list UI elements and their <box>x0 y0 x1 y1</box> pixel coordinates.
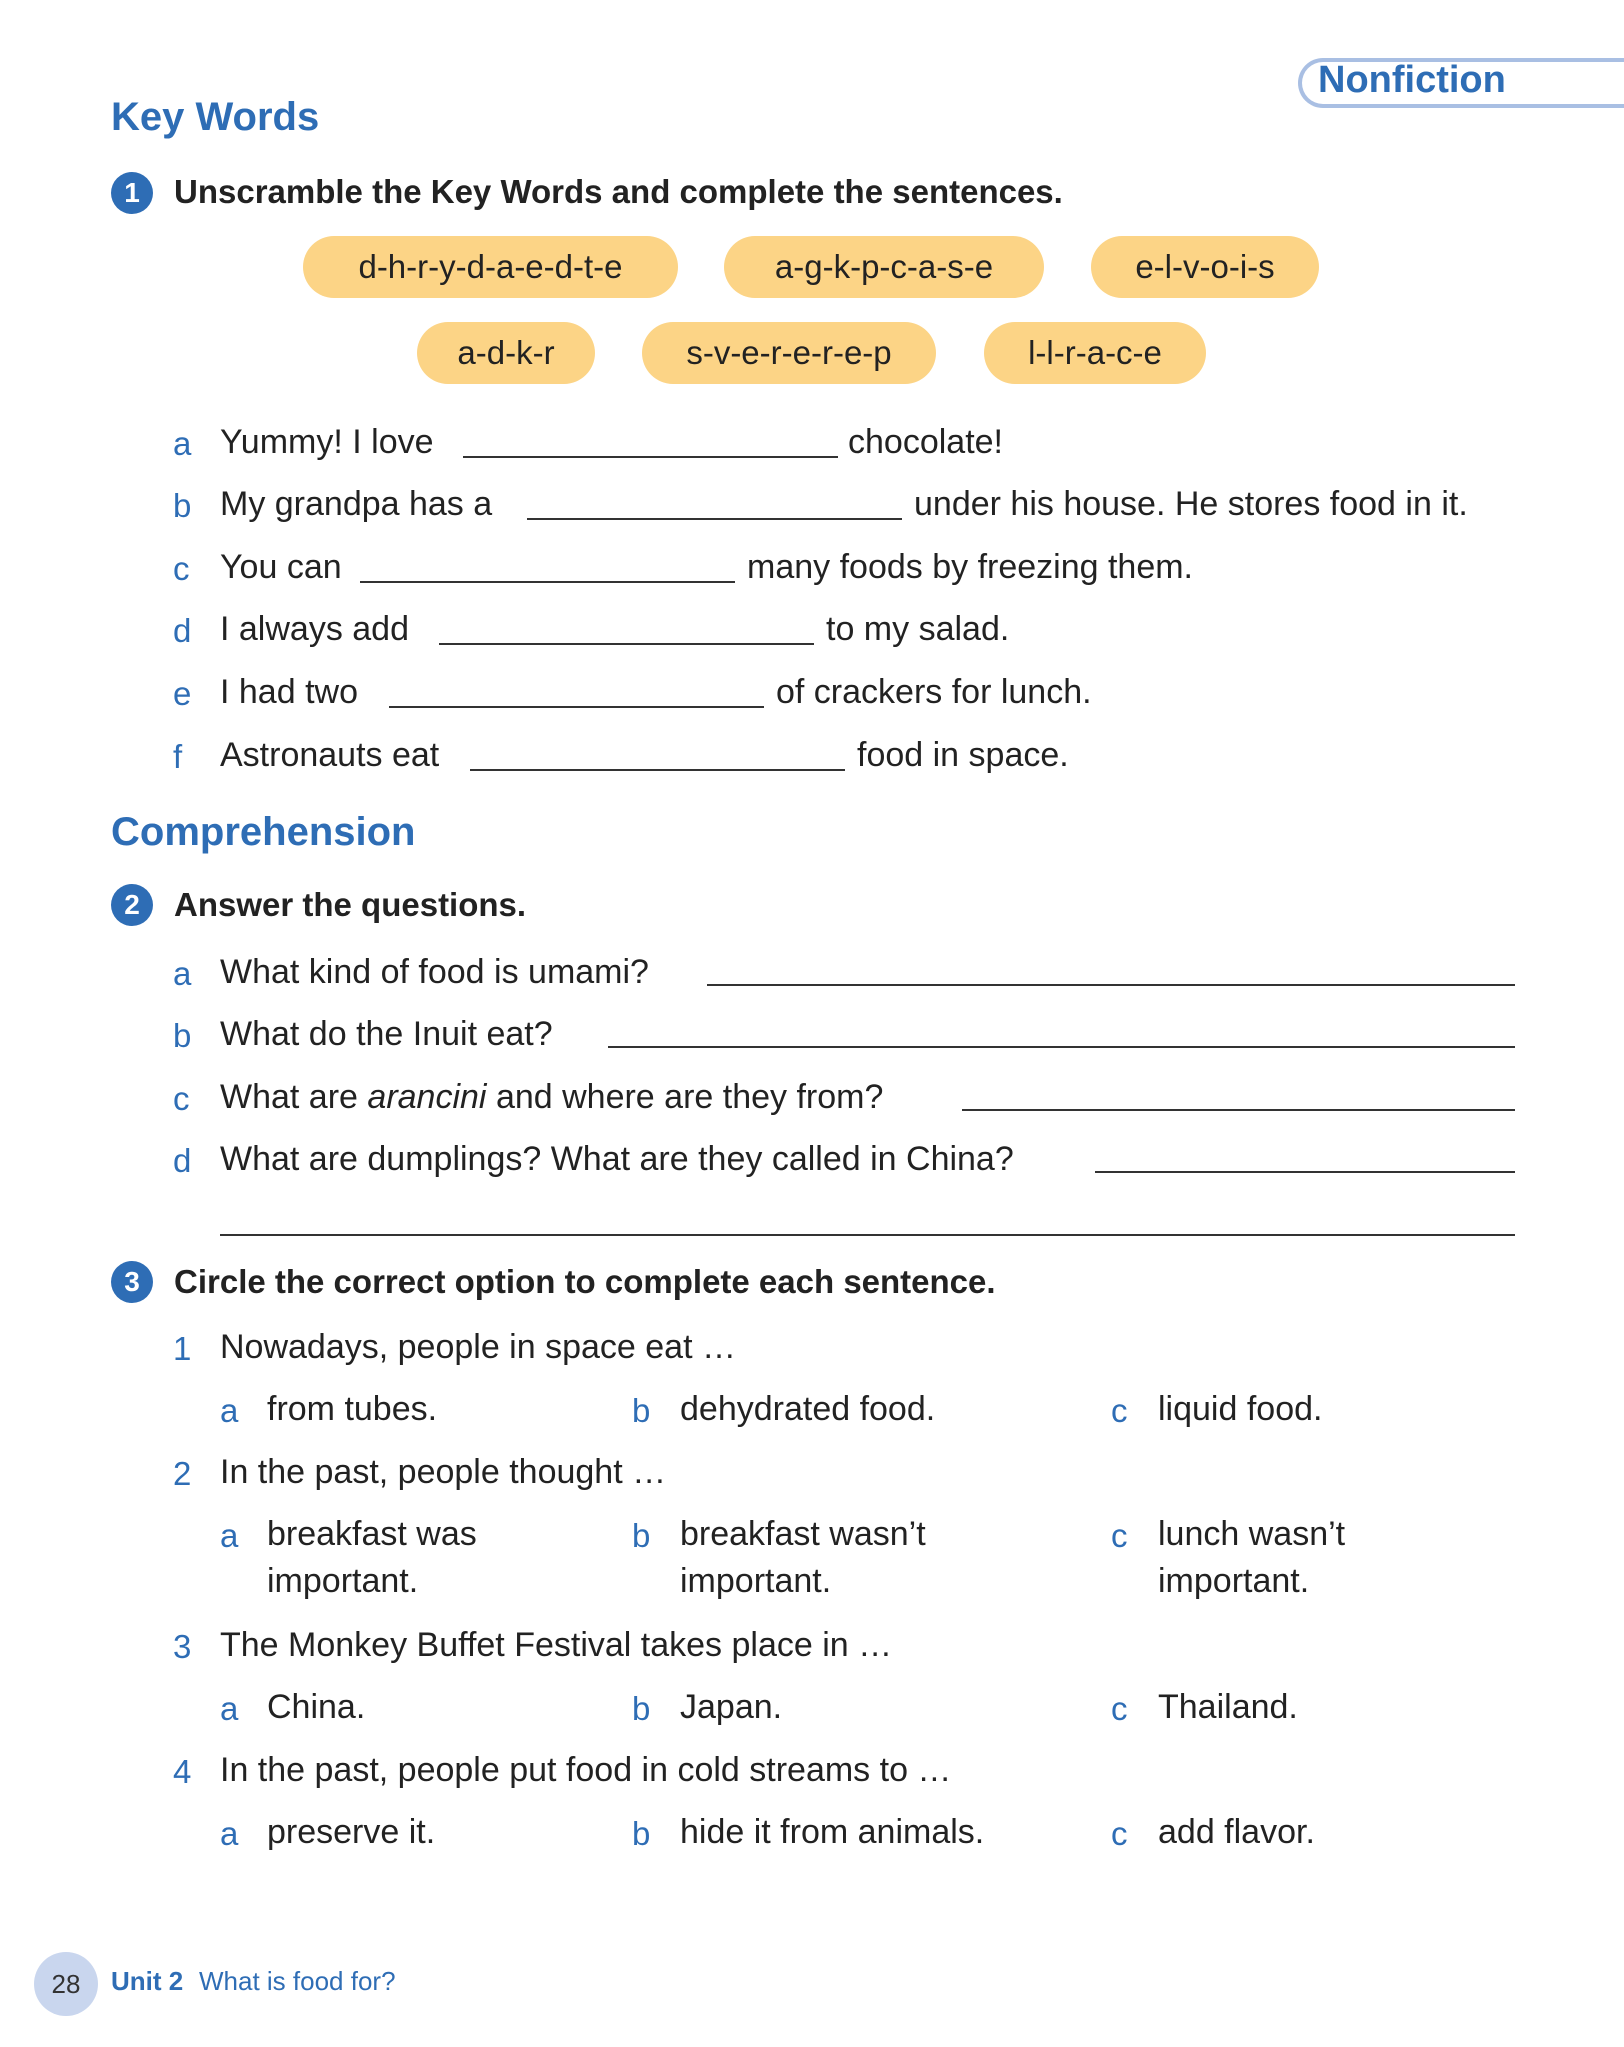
sentence-letter: a <box>173 425 192 462</box>
scrambled-word-pill: a-d-k-r <box>417 322 595 384</box>
item-number: 3 <box>173 1628 192 1665</box>
option-letter: a <box>220 1517 239 1554</box>
option-a[interactable]: from tubes. <box>267 1390 438 1428</box>
option-a-line-1[interactable]: breakfast was <box>267 1515 477 1553</box>
sentence-text-after: chocolate! <box>848 423 1003 461</box>
answer-blank[interactable] <box>360 581 735 583</box>
exercise-number-2: 2 <box>111 884 153 926</box>
answer-blank[interactable] <box>389 706 764 708</box>
sentence-text-before: Yummy! I love <box>220 423 434 461</box>
question-text-italic: arancini <box>367 1078 487 1116</box>
question-text-part: What are <box>220 1078 358 1116</box>
footer-unit-label: Unit 2 <box>111 1966 184 1996</box>
answer-line-continuation[interactable] <box>220 1234 1515 1236</box>
option-letter: c <box>1111 1392 1128 1429</box>
option-letter: c <box>1111 1690 1128 1727</box>
option-b[interactable]: dehydrated food. <box>680 1390 936 1428</box>
option-b-line-2[interactable]: important. <box>680 1562 832 1600</box>
answer-line[interactable] <box>962 1109 1515 1111</box>
question-text: What are dumplings? What are they called in China? <box>220 1140 1014 1178</box>
question-letter: c <box>173 1080 190 1117</box>
exercise-3-instruction: Circle the correct option to complete each sentence. <box>174 1263 996 1300</box>
question-text-part: and where are they from? <box>495 1078 884 1116</box>
sentence-text-after: food in space. <box>857 736 1069 774</box>
option-a[interactable]: China. <box>267 1688 366 1726</box>
scrambled-word-pill: a-g-k-p-c-a-s-e <box>724 236 1044 298</box>
option-letter: a <box>220 1690 239 1727</box>
question-letter: d <box>173 1142 192 1179</box>
answer-blank[interactable] <box>439 643 814 645</box>
scrambled-word-pill: l-l-r-a-c-e <box>984 322 1206 384</box>
option-letter: c <box>1111 1517 1128 1554</box>
option-letter: b <box>632 1392 651 1429</box>
option-letter: a <box>220 1815 239 1852</box>
sentence-text-before: You can <box>220 548 342 586</box>
sentence-text-before: My grandpa has a <box>220 485 493 523</box>
item-stem: In the past, people thought … <box>220 1453 667 1491</box>
question-letter: b <box>173 1017 192 1054</box>
option-letter: c <box>1111 1815 1128 1852</box>
option-b[interactable]: Japan. <box>680 1688 783 1726</box>
question-letter: a <box>173 955 192 992</box>
sentence-text-before: Astronauts eat <box>220 736 440 774</box>
sentence-text-before: I had two <box>220 673 358 711</box>
item-stem: In the past, people put food in cold streams to … <box>220 1751 952 1789</box>
item-stem: Nowadays, people in space eat … <box>220 1328 736 1366</box>
sentence-letter: f <box>173 738 183 775</box>
option-letter: b <box>632 1690 651 1727</box>
scrambled-word-pill: e-l-v-o-i-s <box>1091 236 1319 298</box>
footer-unit-title: What is food for? <box>199 1966 396 1996</box>
sentence-text-before: I always add <box>220 610 409 648</box>
exercise-1-instruction: Unscramble the Key Words and complete the sentences. <box>174 173 1063 210</box>
item-stem: The Monkey Buffet Festival takes place in … <box>220 1626 893 1664</box>
question-text: What kind of food is umami? <box>220 953 649 991</box>
page-number: 28 <box>34 1952 98 2016</box>
answer-blank[interactable] <box>463 456 838 458</box>
option-a[interactable]: preserve it. <box>267 1813 436 1851</box>
option-c-line-1[interactable]: lunch wasn’t <box>1158 1515 1346 1553</box>
option-c[interactable]: add flavor. <box>1158 1813 1315 1851</box>
answer-line[interactable] <box>1095 1171 1515 1173</box>
answer-line[interactable] <box>608 1046 1515 1048</box>
sentence-text-after: under his house. He stores food in it. <box>914 485 1468 523</box>
question-text <box>220 1078 883 1117</box>
sentence-letter: c <box>173 550 190 587</box>
option-letter: b <box>632 1815 651 1852</box>
exercise-number-3: 3 <box>111 1261 153 1303</box>
comprehension-heading: Comprehension <box>111 810 416 854</box>
sentence-letter: b <box>173 487 192 524</box>
option-c-line-2[interactable]: important. <box>1158 1562 1310 1600</box>
item-number: 4 <box>173 1753 192 1790</box>
exercise-2-instruction: Answer the questions. <box>174 886 527 923</box>
scrambled-word-pill: s-v-e-r-e-r-e-p <box>642 322 936 384</box>
answer-blank[interactable] <box>527 518 902 520</box>
exercise-number-1: 1 <box>111 172 153 214</box>
scrambled-word-pill: d-h-r-y-d-a-e-d-t-e <box>303 236 678 298</box>
option-b[interactable]: hide it from animals. <box>680 1813 985 1851</box>
option-a-line-2[interactable]: important. <box>267 1562 419 1600</box>
key-words-heading: Key Words <box>111 95 320 139</box>
option-c[interactable]: liquid food. <box>1158 1390 1323 1428</box>
answer-blank[interactable] <box>470 769 845 771</box>
sentence-text-after: many foods by freezing them. <box>747 548 1194 586</box>
item-number: 1 <box>173 1330 192 1367</box>
option-letter: b <box>632 1517 651 1554</box>
section-tab-label: Nonfiction <box>1318 59 1506 101</box>
sentence-text-after: to my salad. <box>826 610 1010 648</box>
question-text: What do the Inuit eat? <box>220 1015 553 1053</box>
option-b-line-1[interactable]: breakfast wasn’t <box>680 1515 926 1553</box>
option-c[interactable]: Thailand. <box>1158 1688 1298 1726</box>
sentence-letter: e <box>173 675 192 712</box>
sentence-text-after: of crackers for lunch. <box>776 673 1092 711</box>
item-number: 2 <box>173 1455 192 1492</box>
option-letter: a <box>220 1392 239 1429</box>
answer-line[interactable] <box>707 984 1515 986</box>
sentence-letter: d <box>173 612 192 649</box>
